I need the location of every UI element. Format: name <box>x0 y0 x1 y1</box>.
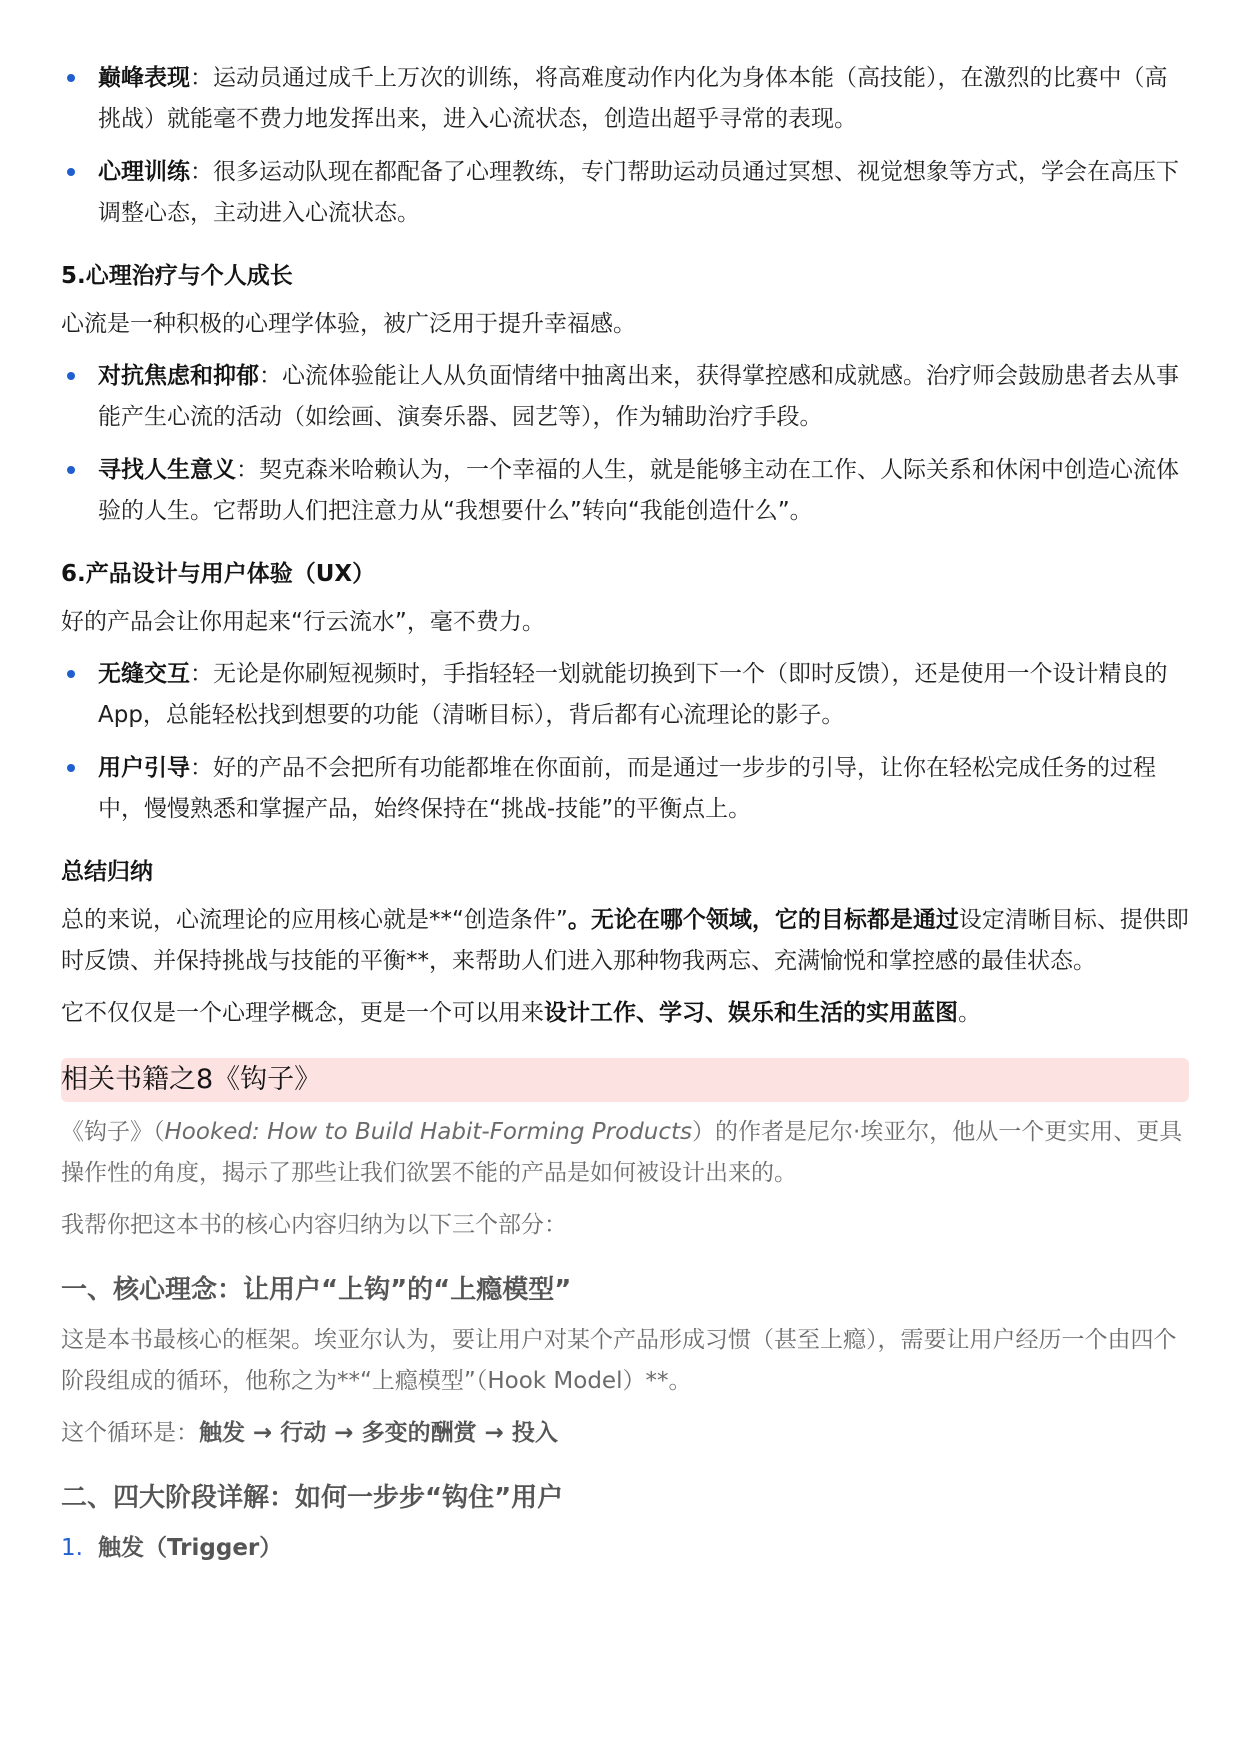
list-item <box>61 748 1189 830</box>
list-item <box>61 152 1189 234</box>
item-text: ：好的产品不会把所有功能都堆在你面前，而是通过一步步的引导，让你在轻松完成任务的过程中，慢慢熟悉和掌握产品，始终保持在“挑战-技能”的平衡点上。 <box>98 755 1156 822</box>
list-item <box>61 654 1189 736</box>
list-item <box>61 58 1189 140</box>
ux-list <box>61 654 1189 830</box>
section-title-ux: 6.产品设计与用户体验（UX） <box>61 561 376 587</box>
therapy-list <box>61 356 1189 532</box>
list-number: 1. <box>61 1535 83 1561</box>
hook-loop: 这个循环是：触发 → 行动 → 多变的酬赏 → 投入 <box>61 1420 558 1446</box>
stage-label: 触发（Trigger） <box>98 1535 283 1561</box>
list-item <box>61 1528 1189 1569</box>
item-text: ：很多运动队现在都配备了心理教练，专门帮助运动员通过冥想、视觉想象等方式，学会在高压下调整心态，主动进入心流状态。 <box>98 159 1179 226</box>
core-concept-paragraph: 这是本书最核心的框架。埃亚尔认为，要让用户对某个产品形成习惯（甚至上瘾），需要让用户经历一个由四个阶段组成的循环，他称之为**“上瘾模型”（Hook Model）**。 <box>61 1327 1177 1394</box>
heading-four-stages: 二、四大阶段详解：如何一步步“钩住”用户 <box>61 1483 564 1513</box>
item-term: 无缝交互 <box>98 661 190 687</box>
item-text: ：心流体验能让人从负面情绪中抽离出来，获得掌控感和成就感。治疗师会鼓励患者去从事能产生心流的活动（如绘画、演奏乐器、园艺等），作为辅助治疗手段。 <box>98 363 1179 430</box>
item-term: 心理训练 <box>98 159 190 185</box>
item-term: 用户引导 <box>98 755 190 781</box>
heading-core-concept: 一、核心理念：让用户“上钩”的“上瘾模型” <box>61 1275 572 1305</box>
item-text: ：无论是你刷短视频时，手指轻轻一划就能切换到下一个（即时反馈），还是使用一个设计精良的App，总能轻松找到想要的功能（清晰目标），背后都有心流理论的影子。 <box>98 661 1168 728</box>
list-item <box>61 356 1189 438</box>
item-term: 寻找人生意义 <box>98 457 236 483</box>
list-item <box>61 450 1189 532</box>
book-english-title: Hooked: How to Build Habit-Forming Products <box>164 1119 692 1145</box>
stages-list <box>61 1528 1189 1569</box>
summary-paragraph-1: 总的来说，心流理论的应用核心就是**“创造条件”。无论在哪个领域，它的目标都是通过设定清晰目标、提供即时反馈、并保持挑战与技能的平衡**，来帮助人们进入那种物我两忘、充满愉悦和掌控感的最佳状态。 <box>61 907 1189 974</box>
book-section <box>61 1112 1189 1569</box>
item-text: ：契克森米哈赖认为，一个幸福的人生，就是能够主动在工作、人际关系和休闲中创造心流体验的人生。它帮助人们把注意力从“我想要什么”转向“我能创造什么”。 <box>98 457 1179 524</box>
sport-list <box>61 58 1189 234</box>
hook-loop-steps: 触发 → 行动 → 多变的酬赏 → 投入 <box>199 1420 558 1446</box>
ux-intro: 好的产品会让你用起来“行云流水”，毫不费力。 <box>61 609 545 635</box>
section-title-therapy: 5.心理治疗与个人成长 <box>61 263 293 289</box>
document-page <box>61 58 1189 1569</box>
therapy-intro: 心流是一种积极的心理学体验，被广泛用于提升幸福感。 <box>61 311 636 337</box>
book-intro: 《钩子》（Hooked: How to Build Habit-Forming Products）的作者是尼尔·埃亚尔，他从一个更实用、更具操作性的角度，揭示了那些让我们欲罢不能的产品是如何被设计出来的。 <box>61 1119 1183 1186</box>
section-title-summary: 总结归纳 <box>61 859 153 885</box>
item-text: ：运动员通过成千上万次的训练，将高难度动作内化为身体本能（高技能），在激烈的比赛中（高挑战）就能毫不费力地发挥出来，进入心流状态，创造出超乎寻常的表现。 <box>98 65 1168 132</box>
item-term: 巅峰表现 <box>98 65 190 91</box>
book-intro-2: 我帮你把这本书的核心内容归纳为以下三个部分： <box>61 1212 567 1238</box>
summary-paragraph-2: 它不仅仅是一个心理学概念，更是一个可以用来设计工作、学习、娱乐和生活的实用蓝图。 <box>61 1000 981 1026</box>
item-term: 对抗焦虑和抑郁 <box>98 363 259 389</box>
book-banner-title: 相关书籍之8《钩子》 <box>61 1058 1189 1102</box>
